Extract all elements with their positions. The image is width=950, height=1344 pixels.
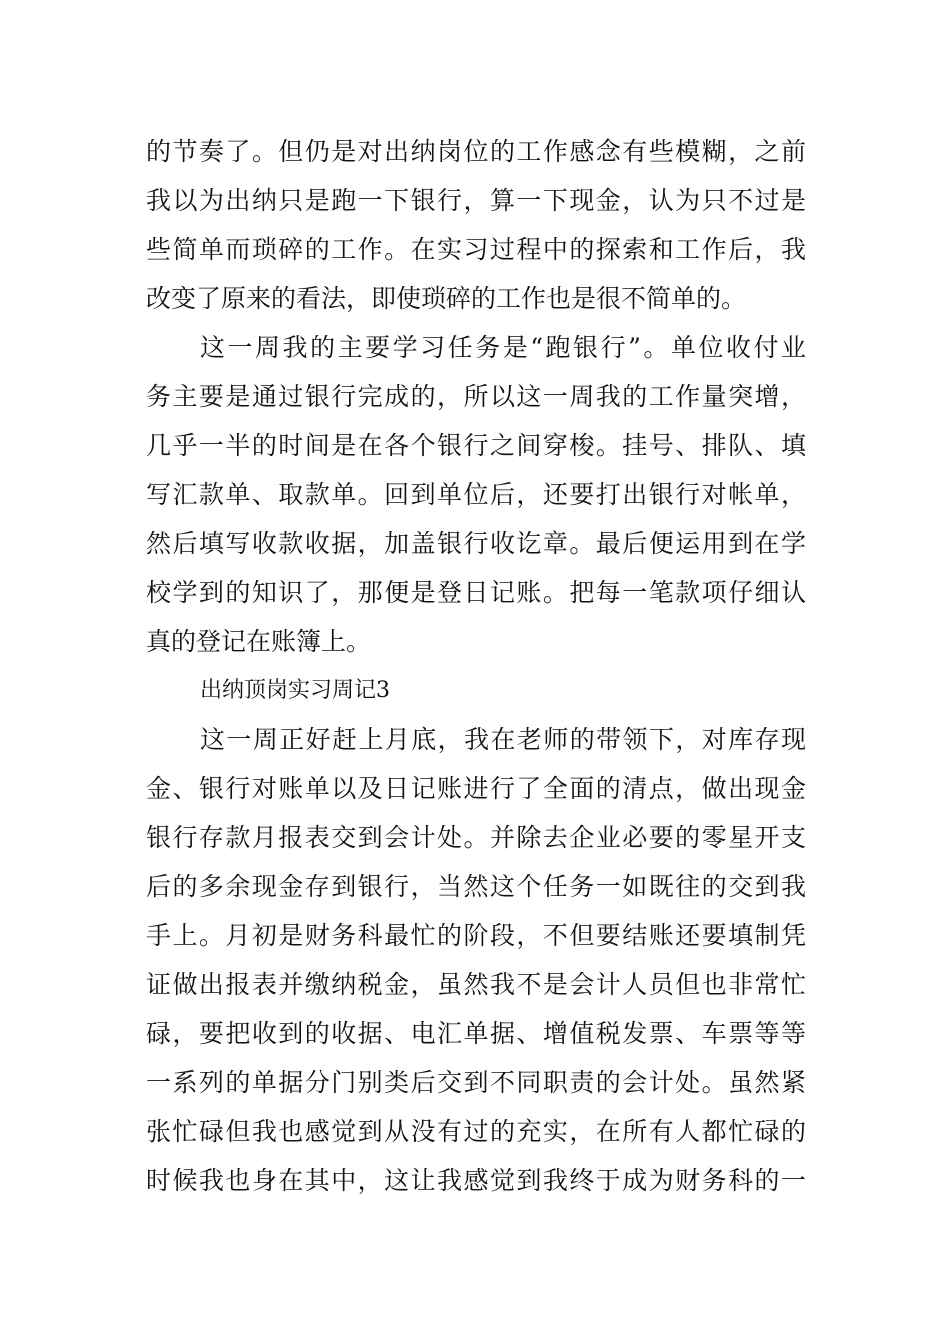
- text-line: 张忙碌但我也感觉到从没有过的充实，在所有人都忙碌的: [146, 1117, 806, 1146]
- document-body: [146, 127, 806, 1205]
- text-line: 一系列的单据分门别类后交到不同职责的会计处。虽然紧: [146, 1068, 806, 1097]
- text-line: 这一周正好赶上月底，我在老师的带领下，对库存现: [200, 725, 806, 754]
- text-line: 我以为出纳只是跑一下银行，算一下现金，认为只不过是: [146, 186, 806, 215]
- text-line: 几乎一半的时间是在各个银行之间穿梭。挂号、排队、填: [146, 431, 806, 460]
- text-line: 校学到的知识了，那便是登日记账。把每一笔款项仔细认: [146, 578, 806, 607]
- text-line: 些简单而琐碎的工作。在实习过程中的探索和工作后，我: [146, 235, 806, 264]
- text-line: 的节奏了。但仍是对出纳岗位的工作感念有些模糊，之前: [146, 137, 806, 166]
- section-heading: 出纳顶岗实习周记3: [200, 678, 390, 703]
- text-line: 写汇款单、取款单。回到单位后，还要打出银行对帐单，: [146, 480, 806, 509]
- text-line: 然后填写收款收据，加盖银行收讫章。最后便运用到在学: [146, 529, 806, 558]
- text-line: 银行存款月报表交到会计处。并除去企业必要的零星开支: [146, 823, 806, 852]
- text-line: 改变了原来的看法，即使琐碎的工作也是很不简单的。: [146, 284, 747, 313]
- text-line: 后的多余现金存到银行，当然这个任务一如既往的交到我: [146, 872, 806, 901]
- text-line: 证做出报表并缴纳税金，虽然我不是会计人员但也非常忙: [146, 970, 806, 999]
- text-line: 这一周我的主要学习任务是“跑银行”。单位收付业: [200, 333, 806, 362]
- text-line: 金、银行对账单以及日记账进行了全面的清点，做出现金: [146, 774, 806, 803]
- text-line: 时候我也身在其中，这让我感觉到我终于成为财务科的一: [146, 1166, 806, 1195]
- text-line: 真的登记在账簿上。: [146, 627, 372, 656]
- text-line: 务主要是通过银行完成的，所以这一周我的工作量突增，: [146, 382, 806, 411]
- text-line: 手上。月初是财务科最忙的阶段，不但要结账还要填制凭: [146, 921, 806, 950]
- text-line: 碌，要把收到的收据、电汇单据、增值税发票、车票等等: [146, 1019, 806, 1048]
